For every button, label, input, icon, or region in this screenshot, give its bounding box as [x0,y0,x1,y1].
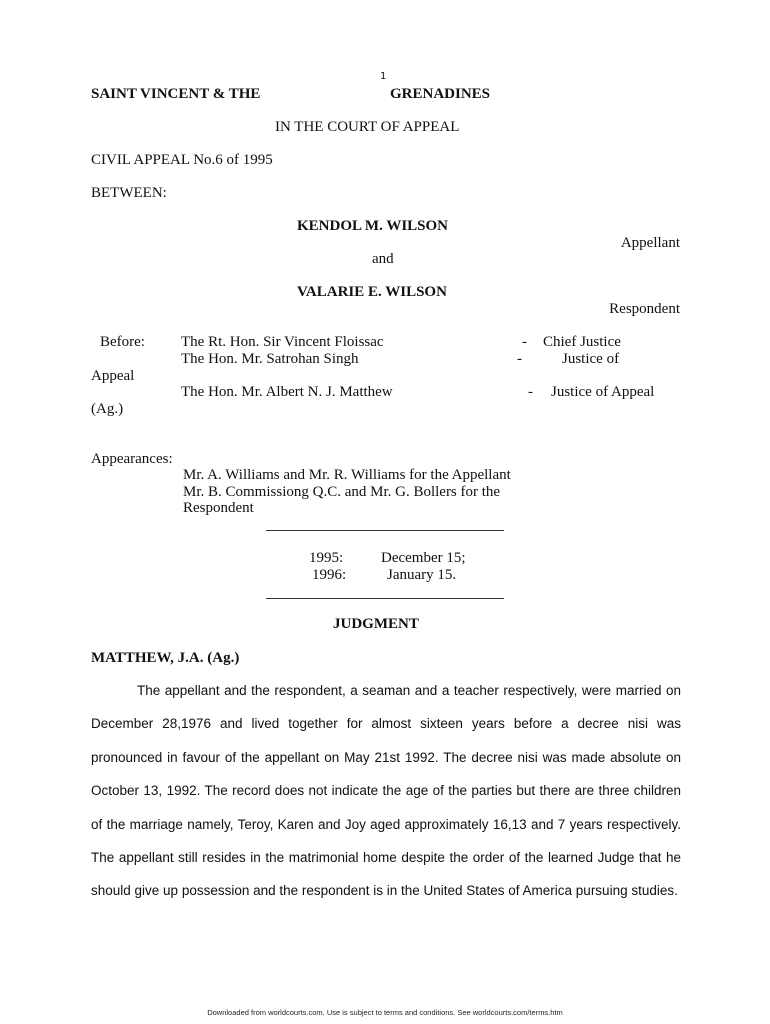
jurisdiction-left: SAINT VINCENT & THE [91,86,261,102]
judgment-heading: JUDGMENT [333,616,419,632]
judge-dash: - [517,351,522,367]
divider-bottom [266,598,504,599]
jurisdiction-right: GRENADINES [390,86,491,102]
judgment-body [91,674,681,908]
judge-title: Justice of Appeal [551,384,655,400]
judge-name: The Hon. Mr. Satrohan Singh [181,351,359,367]
respondent-name: VALARIE E. WILSON [297,284,447,300]
judge-name: The Rt. Hon. Sir Vincent Floissac [181,334,384,350]
judgment-paragraph: The appellant and the respondent, a seaman and a teacher respectively, were married on December 28,1976 and lived together for almost sixteen years before a decree nisi was pronounced in favour of the appellant on May 21st 1992. The decree nisi was made absolute on October 13, 1992. The record does not indicate the age of the parties but there are three children of the marriage namely, Teroy, Karen and Joy aged approximately 16,13 and 7 years respectively. The appellant still resides in the matrimonial home despite the order of the learned Judge that he should give up possession and the respondent is in the United States of America pursuing studies. [91,683,681,899]
page-number: 1 [380,71,387,82]
download-notice: Downloaded from worldcourts.com. Use is subject to terms and conditions. See worldcourts.com/terms.htm [207,1008,563,1017]
and-label: and [372,251,394,267]
appearance-line: Mr. B. Commissiong Q.C. and Mr. G. Bollers for the [183,484,501,500]
between-label: BETWEEN: [91,185,167,201]
bench-wrap-ag: (Ag.) [91,401,124,417]
judge-title: Chief Justice [543,334,621,350]
hearing-date: January 15. [387,567,457,583]
judge-dash: - [522,334,527,350]
judge-dash: - [528,384,533,400]
appearance-line: Mr. A. Williams and Mr. R. Williams for the Appellant [183,467,511,483]
appellant-name: KENDOL M. WILSON [297,218,449,234]
hearing-year: 1996: [312,567,347,583]
judge-title: Justice of [562,351,620,367]
judgment-author: MATTHEW, J.A. (Ag.) [91,650,240,666]
appearance-line: Respondent [183,500,254,516]
hearing-year: 1995: [309,550,344,566]
appearances-label: Appearances: [91,451,173,467]
before-label: Before: [100,334,145,350]
hearing-date: December 15; [381,550,466,566]
case-number: CIVIL APPEAL No.6 of 1995 [91,152,273,168]
judge-name: The Hon. Mr. Albert N. J. Matthew [181,384,393,400]
court-name: IN THE COURT OF APPEAL [275,119,460,135]
respondent-role: Respondent [609,301,680,317]
divider-top [266,530,504,531]
bench-wrap-appeal: Appeal [91,368,135,384]
appellant-role: Appellant [620,235,680,251]
